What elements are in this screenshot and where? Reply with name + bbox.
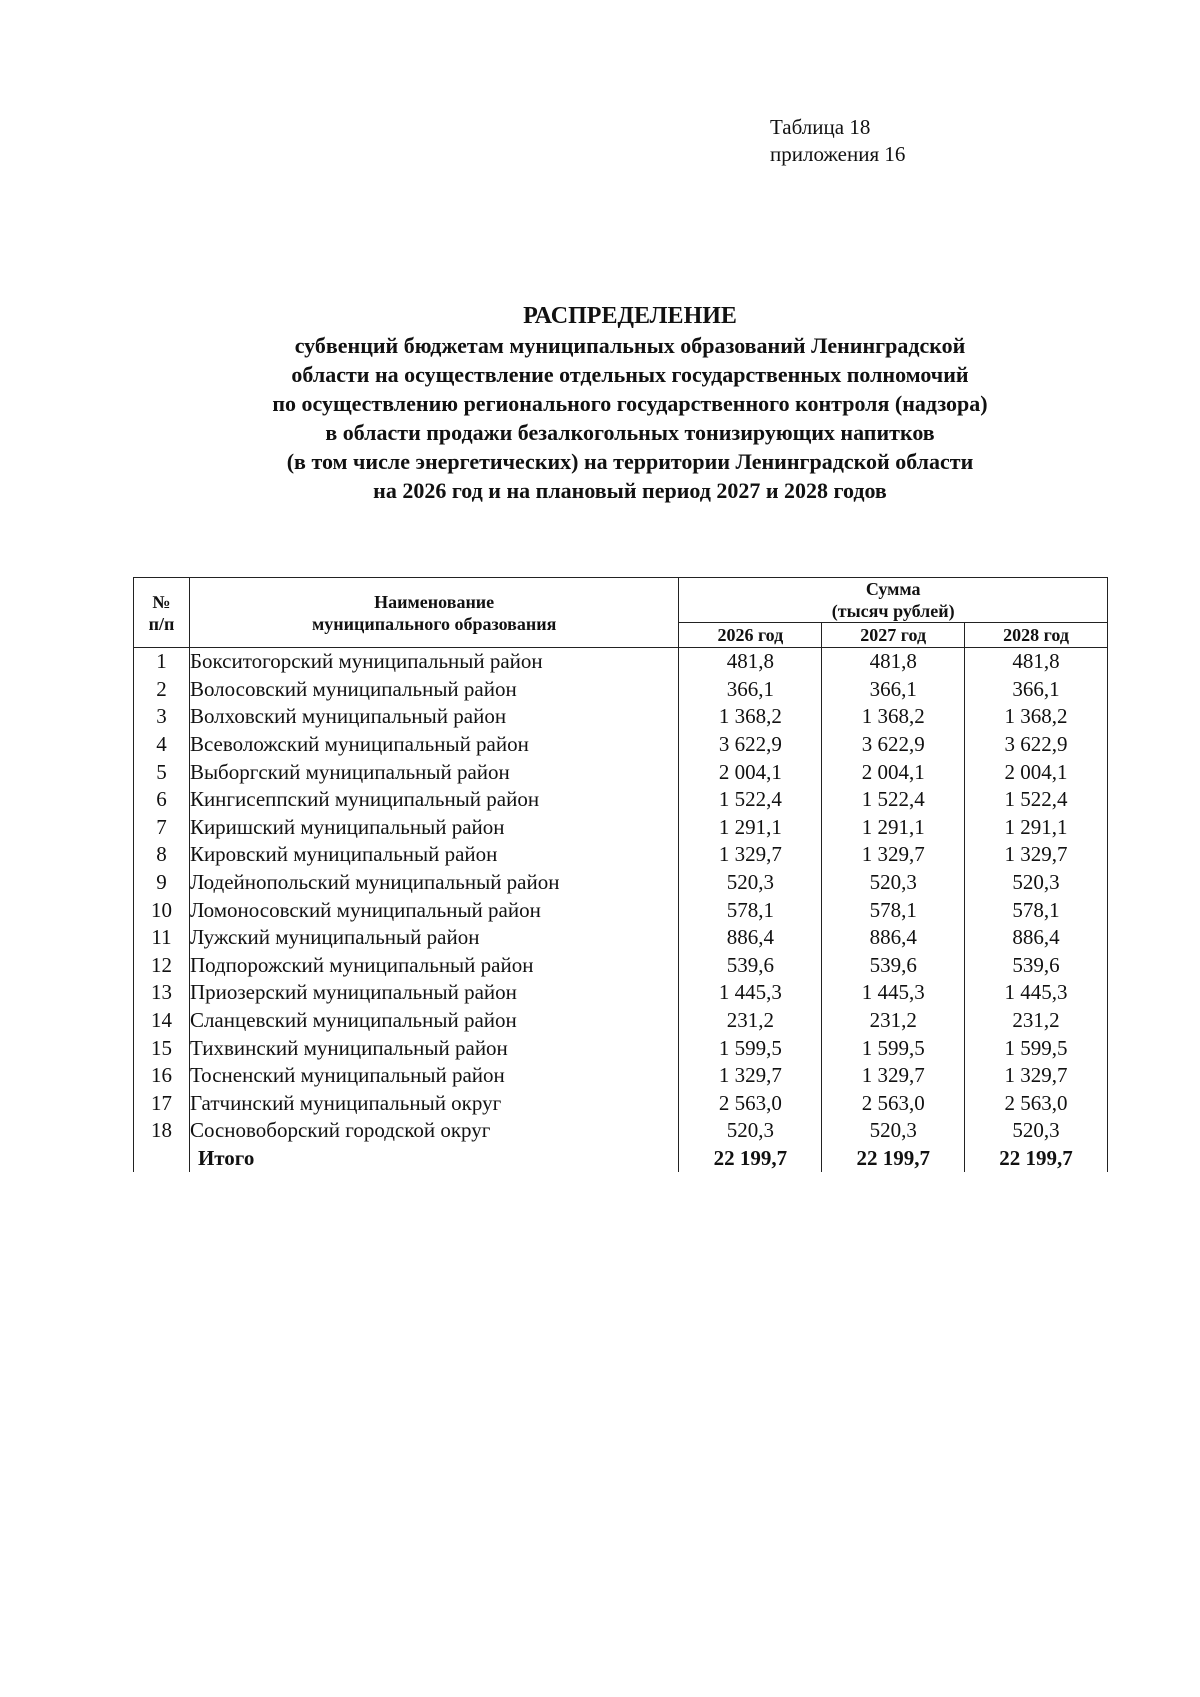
table-number-label: Таблица 18 bbox=[770, 115, 871, 139]
amount-2028: 1 445,3 bbox=[965, 979, 1108, 1007]
table-row bbox=[134, 1062, 1108, 1090]
header-year-2028: 2028 год bbox=[965, 623, 1108, 648]
table-row bbox=[134, 896, 1108, 924]
amount-2026: 1 522,4 bbox=[679, 786, 822, 814]
amount-2026: 1 599,5 bbox=[679, 1034, 822, 1062]
table-row bbox=[134, 703, 1108, 731]
amount-2027: 2 004,1 bbox=[822, 758, 965, 786]
amount-2028: 520,3 bbox=[965, 869, 1108, 897]
row-number: 15 bbox=[134, 1034, 190, 1062]
header-number: № п/п bbox=[134, 578, 190, 648]
amount-2028: 1 522,4 bbox=[965, 786, 1108, 814]
header-name: Наименование муниципального образования bbox=[189, 578, 678, 648]
municipality-name: Тихвинский муниципальный район bbox=[189, 1034, 678, 1062]
amount-2026: 2 004,1 bbox=[679, 758, 822, 786]
table-reference bbox=[770, 114, 905, 168]
row-number: 10 bbox=[134, 896, 190, 924]
amount-2026: 2 563,0 bbox=[679, 1090, 822, 1118]
municipality-name: Выборгский муниципальный район bbox=[189, 758, 678, 786]
title-line: субвенций бюджетам муниципальных образований Ленинградской bbox=[294, 333, 966, 358]
table-row bbox=[134, 758, 1108, 786]
municipality-name: Сланцевский муниципальный район bbox=[189, 1007, 678, 1035]
header-year-2026: 2026 год bbox=[679, 623, 822, 648]
row-number: 9 bbox=[134, 869, 190, 897]
amount-2028: 886,4 bbox=[965, 924, 1108, 952]
amount-2027: 520,3 bbox=[822, 869, 965, 897]
title-line: области на осуществление отдельных государственных полномочий bbox=[291, 362, 969, 387]
amount-2027: 520,3 bbox=[822, 1117, 965, 1145]
row-number: 18 bbox=[134, 1117, 190, 1145]
table-row bbox=[134, 648, 1108, 676]
amount-2028: 481,8 bbox=[965, 648, 1108, 676]
row-number: 6 bbox=[134, 786, 190, 814]
amount-2028: 539,6 bbox=[965, 952, 1108, 980]
row-number: 16 bbox=[134, 1062, 190, 1090]
municipality-name: Волосовский муниципальный район bbox=[189, 676, 678, 704]
municipality-name: Бокситогорский муниципальный район bbox=[189, 648, 678, 676]
municipality-name: Приозерский муниципальный район bbox=[189, 979, 678, 1007]
appendix-label: приложения 16 bbox=[770, 142, 906, 166]
amount-2026: 231,2 bbox=[679, 1007, 822, 1035]
table-row bbox=[134, 924, 1108, 952]
total-amount-2026: 22 199,7 bbox=[679, 1145, 822, 1173]
amount-2026: 520,3 bbox=[679, 869, 822, 897]
distribution-table bbox=[133, 577, 1108, 1172]
amount-2026: 1 329,7 bbox=[679, 1062, 822, 1090]
amount-2027: 1 522,4 bbox=[822, 786, 965, 814]
table-row bbox=[134, 1090, 1108, 1118]
amount-2028: 231,2 bbox=[965, 1007, 1108, 1035]
amount-2026: 1 445,3 bbox=[679, 979, 822, 1007]
total-amount-2028: 22 199,7 bbox=[965, 1145, 1108, 1173]
municipality-name: Сосновоборский городской округ bbox=[189, 1117, 678, 1145]
amount-2028: 578,1 bbox=[965, 896, 1108, 924]
amount-2026: 481,8 bbox=[679, 648, 822, 676]
amount-2027: 886,4 bbox=[822, 924, 965, 952]
document-title bbox=[120, 302, 1140, 505]
amount-2028: 520,3 bbox=[965, 1117, 1108, 1145]
municipality-name: Кингисеппский муниципальный район bbox=[189, 786, 678, 814]
amount-2026: 366,1 bbox=[679, 676, 822, 704]
amount-2027: 578,1 bbox=[822, 896, 965, 924]
table-row bbox=[134, 731, 1108, 759]
total-amount-2027: 22 199,7 bbox=[822, 1145, 965, 1173]
amount-2027: 366,1 bbox=[822, 676, 965, 704]
row-number: 8 bbox=[134, 841, 190, 869]
table-row bbox=[134, 1117, 1108, 1145]
row-number: 1 bbox=[134, 648, 190, 676]
amount-2026: 1 368,2 bbox=[679, 703, 822, 731]
municipality-name: Волховский муниципальный район bbox=[189, 703, 678, 731]
municipality-name: Подпорожский муниципальный район bbox=[189, 952, 678, 980]
amount-2027: 1 368,2 bbox=[822, 703, 965, 731]
municipality-name: Кировский муниципальный район bbox=[189, 841, 678, 869]
table-row bbox=[134, 952, 1108, 980]
title-line: по осуществлению регионального государственного контроля (надзора) bbox=[272, 391, 988, 416]
municipality-name: Лодейнопольский муниципальный район bbox=[189, 869, 678, 897]
amount-2027: 1 329,7 bbox=[822, 841, 965, 869]
total-label: Итого bbox=[189, 1145, 678, 1173]
row-number: 14 bbox=[134, 1007, 190, 1035]
amount-2026: 3 622,9 bbox=[679, 731, 822, 759]
amount-2027: 539,6 bbox=[822, 952, 965, 980]
row-number: 11 bbox=[134, 924, 190, 952]
amount-2028: 366,1 bbox=[965, 676, 1108, 704]
table-row bbox=[134, 1034, 1108, 1062]
row-number: 12 bbox=[134, 952, 190, 980]
row-number: 5 bbox=[134, 758, 190, 786]
amount-2027: 1 291,1 bbox=[822, 814, 965, 842]
amount-2028: 1 329,7 bbox=[965, 1062, 1108, 1090]
amount-2027: 2 563,0 bbox=[822, 1090, 965, 1118]
municipality-name: Лужский муниципальный район bbox=[189, 924, 678, 952]
table-row bbox=[134, 676, 1108, 704]
amount-2026: 539,6 bbox=[679, 952, 822, 980]
amount-2028: 2 004,1 bbox=[965, 758, 1108, 786]
amount-2026: 520,3 bbox=[679, 1117, 822, 1145]
amount-2028: 1 599,5 bbox=[965, 1034, 1108, 1062]
amount-2026: 1 329,7 bbox=[679, 841, 822, 869]
table-body bbox=[134, 648, 1108, 1173]
amount-2026: 578,1 bbox=[679, 896, 822, 924]
amount-2027: 1 599,5 bbox=[822, 1034, 965, 1062]
row-number: 13 bbox=[134, 979, 190, 1007]
municipality-name: Тосненский муниципальный район bbox=[189, 1062, 678, 1090]
row-number: 3 bbox=[134, 703, 190, 731]
title-line: (в том числе энергетических) на территории Ленинградской области bbox=[286, 449, 974, 474]
table-row bbox=[134, 1007, 1108, 1035]
amount-2027: 481,8 bbox=[822, 648, 965, 676]
amount-2026: 886,4 bbox=[679, 924, 822, 952]
table-row bbox=[134, 841, 1108, 869]
title-line: на 2026 год и на плановый период 2027 и 2028 годов bbox=[373, 478, 887, 503]
amount-2028: 1 329,7 bbox=[965, 841, 1108, 869]
amount-2026: 1 291,1 bbox=[679, 814, 822, 842]
amount-2027: 1 445,3 bbox=[822, 979, 965, 1007]
total-number-empty bbox=[134, 1145, 190, 1173]
header-sum: Сумма (тысяч рублей) bbox=[679, 578, 1108, 623]
table-row bbox=[134, 786, 1108, 814]
amount-2028: 1 291,1 bbox=[965, 814, 1108, 842]
amount-2028: 3 622,9 bbox=[965, 731, 1108, 759]
table-row bbox=[134, 979, 1108, 1007]
row-number: 2 bbox=[134, 676, 190, 704]
row-number: 17 bbox=[134, 1090, 190, 1118]
amount-2028: 1 368,2 bbox=[965, 703, 1108, 731]
municipality-name: Всеволожский муниципальный район bbox=[189, 731, 678, 759]
municipality-name: Киришский муниципальный район bbox=[189, 814, 678, 842]
municipality-name: Ломоносовский муниципальный район bbox=[189, 896, 678, 924]
amount-2027: 231,2 bbox=[822, 1007, 965, 1035]
title-line: в области продажи безалкогольных тонизирующих напитков bbox=[325, 420, 935, 445]
table-row bbox=[134, 814, 1108, 842]
row-number: 7 bbox=[134, 814, 190, 842]
row-number: 4 bbox=[134, 731, 190, 759]
municipality-name: Гатчинский муниципальный округ bbox=[189, 1090, 678, 1118]
amount-2028: 2 563,0 bbox=[965, 1090, 1108, 1118]
total-row bbox=[134, 1145, 1108, 1173]
table-row bbox=[134, 869, 1108, 897]
header-year-2027: 2027 год bbox=[822, 623, 965, 648]
amount-2027: 3 622,9 bbox=[822, 731, 965, 759]
title-main: РАСПРЕДЕЛЕНИЕ bbox=[523, 303, 737, 329]
amount-2027: 1 329,7 bbox=[822, 1062, 965, 1090]
